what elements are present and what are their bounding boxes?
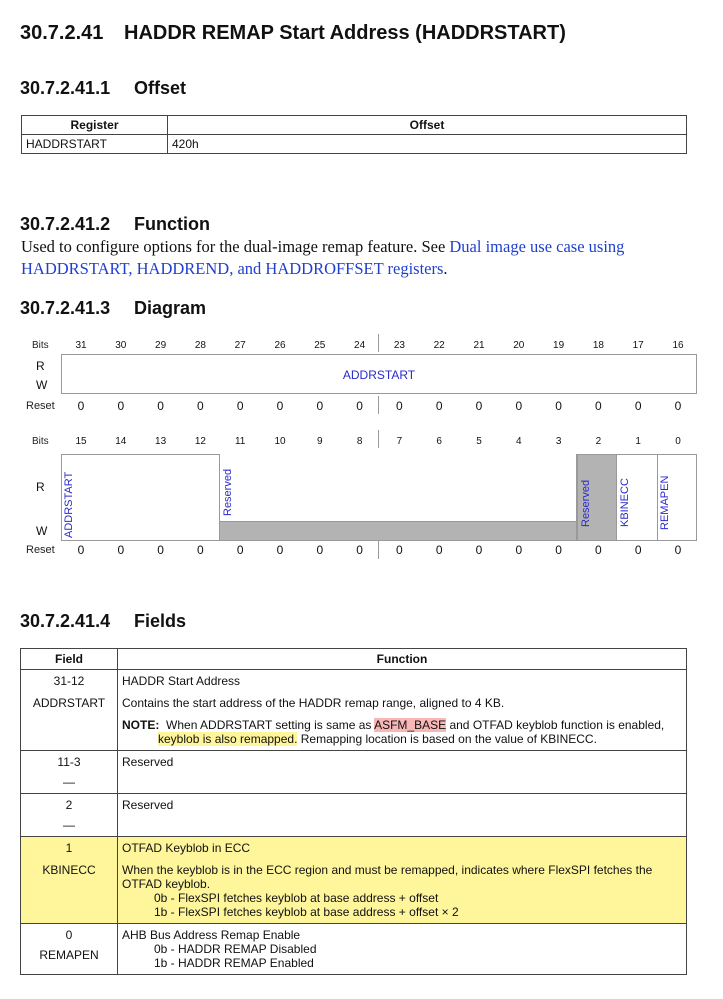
bit-number: 11	[234, 436, 246, 447]
field-option: 1b - FlexSPI fetches keyblob at base address + offset × 2	[154, 905, 459, 919]
reserved-write-area	[219, 521, 577, 541]
function-cell	[118, 670, 687, 751]
upper-field-addrstart: ADDRSTART	[342, 368, 416, 382]
field-option: 0b - FlexSPI fetches keyblob at base address + offset	[154, 891, 439, 905]
header-function: Function	[118, 649, 687, 670]
bit-number: 0	[675, 436, 681, 447]
bit-number: 15	[75, 436, 87, 447]
bit-number: 13	[155, 436, 167, 447]
bit-number: 1	[635, 436, 641, 447]
table-row	[21, 670, 687, 751]
reset-value: 0	[396, 543, 403, 557]
reset-label-lower: Reset	[26, 544, 55, 556]
page-title: 30.7.2.41 HADDR REMAP Start Address (HADDRSTART)	[20, 22, 566, 44]
field-bits: 0	[65, 928, 73, 942]
table-row	[21, 924, 687, 975]
field-name: KBINECC	[42, 863, 96, 877]
bit-number: 8	[356, 436, 363, 447]
fields-table-header	[21, 649, 687, 670]
reset-value: 0	[276, 543, 284, 557]
header-offset: Offset	[168, 116, 687, 135]
field-option: 1b - HADDR REMAP Enabled	[154, 956, 314, 970]
bit-number: 19	[553, 340, 565, 351]
table-row	[21, 794, 687, 837]
reset-value: 0	[555, 543, 562, 557]
offset-heading: 30.7.2.41.1 Offset	[20, 78, 187, 98]
function-cell	[118, 794, 687, 837]
note-text: and OTFAD keyblob function is enabled,	[446, 718, 665, 732]
dual-image-link[interactable]: Dual image use case using HADDRSTART, HADDREND, and HADDROFFSET registers	[21, 237, 625, 278]
field-bits: 1	[65, 841, 73, 855]
note-highlight-pink: ASFM_BASE	[374, 718, 447, 732]
divider	[378, 541, 379, 559]
reset-value: 0	[197, 399, 204, 413]
note	[122, 718, 682, 746]
bit-number: 7	[396, 436, 403, 447]
reset-value: 0	[396, 399, 403, 413]
lower-field-kbinecc: KBINECC	[619, 478, 631, 527]
bit-number: 24	[354, 340, 366, 351]
offset-table-header	[22, 116, 687, 135]
field-cell	[21, 751, 118, 794]
note-text: When ADDRSTART setting is same as	[166, 718, 375, 732]
reset-value: 0	[356, 543, 363, 557]
reset-value: 0	[595, 399, 602, 413]
bit-number: 2	[595, 436, 602, 447]
function-cell	[118, 924, 687, 975]
reset-value: 0	[77, 543, 85, 557]
bit-number: 17	[632, 340, 644, 351]
reserved-read-area	[219, 454, 577, 522]
diagram-heading: 30.7.2.41.3 Diagram	[20, 298, 207, 318]
bit-number: 22	[433, 340, 445, 351]
bit-number: 5	[476, 436, 482, 447]
register-offset: 420h	[168, 135, 687, 154]
reset-value: 0	[515, 543, 523, 557]
reset-value: 0	[634, 399, 642, 413]
header-field: Field	[21, 649, 118, 670]
reset-value: 0	[316, 399, 324, 413]
field-bits: 11-3	[57, 755, 81, 769]
read-label: R	[36, 359, 45, 373]
bit-number: 16	[672, 340, 684, 351]
reset-value: 0	[475, 543, 483, 557]
field-title: HADDR Start Address	[122, 674, 241, 688]
field-cell	[21, 837, 118, 924]
reset-value: 0	[197, 543, 204, 557]
bit-number: 18	[592, 340, 604, 351]
lower-field-reserved-a: Reserved	[222, 468, 234, 516]
bit-number: 10	[274, 436, 286, 447]
read-label-lower: R	[36, 480, 45, 494]
field-name: ADDRSTART	[32, 696, 106, 710]
offset-table	[21, 115, 687, 154]
note-highlight-yellow: keyblob is also remapped.	[158, 732, 298, 746]
field-option: 0b - HADDR REMAP Disabled	[154, 942, 317, 956]
reset-value: 0	[157, 399, 164, 413]
field-name: —	[63, 818, 75, 832]
table-row	[21, 837, 687, 924]
register-diagram	[0, 330, 723, 570]
reset-value: 0	[276, 399, 284, 413]
bit-number: 6	[436, 436, 442, 447]
reset-value: 0	[515, 399, 523, 413]
bits-label-lower: Bits	[32, 436, 49, 447]
bit-number: 9	[317, 436, 323, 447]
reset-value: 0	[435, 399, 443, 413]
divider	[378, 396, 379, 414]
reset-value: 0	[475, 399, 483, 413]
header-register: Register	[22, 116, 168, 135]
reset-value: 0	[157, 543, 164, 557]
lower-field-reserved-b: Reserved	[580, 479, 592, 527]
divider	[378, 430, 379, 448]
bit-number: 26	[274, 340, 286, 351]
bit-number: 27	[234, 340, 246, 351]
field-title: Reserved	[122, 798, 174, 812]
field-description: Contains the start address of the HADDR remap range, aligned to 4 KB.	[122, 696, 505, 710]
function-description	[21, 236, 691, 280]
reset-value: 0	[117, 399, 125, 413]
function-text-end: .	[443, 259, 448, 278]
bit-number: 20	[513, 340, 525, 351]
reset-value: 0	[236, 543, 244, 557]
bit-number: 12	[194, 436, 206, 447]
function-cell	[118, 751, 687, 794]
bit-number: 3	[555, 436, 562, 447]
lower-field-remapen: REMAPEN	[659, 475, 671, 530]
reset-value: 0	[674, 543, 682, 557]
register-name: HADDRSTART	[22, 135, 168, 154]
bit-number: 23	[393, 340, 405, 351]
reset-value: 0	[77, 399, 85, 413]
reset-value: 0	[674, 399, 682, 413]
divider	[378, 334, 379, 352]
field-cell	[21, 924, 118, 975]
field-cell	[21, 794, 118, 837]
bit-number: 25	[314, 340, 326, 351]
field-bits: 2	[65, 798, 73, 812]
field-cell	[21, 670, 118, 751]
note-text: Remapping location is based on the value of KBINECC.	[297, 732, 597, 746]
reset-value: 0	[555, 399, 562, 413]
reset-value: 0	[356, 399, 363, 413]
table-row	[21, 751, 687, 794]
field-title: Reserved	[122, 755, 174, 769]
reset-value: 0	[634, 543, 642, 557]
write-label-lower: W	[36, 524, 48, 538]
field-description: When the keyblob is in the ECC region and must be remapped, indicates where FlexSPI fetches the OTFAD keyblob.	[122, 863, 653, 891]
reset-value: 0	[435, 543, 443, 557]
reset-label: Reset	[26, 400, 55, 412]
field-bits: 31-12	[53, 674, 85, 688]
fields-table	[20, 648, 687, 975]
fields-heading: 30.7.2.41.4 Fields	[20, 611, 187, 631]
bit-number: 21	[473, 340, 485, 351]
function-cell	[118, 837, 687, 924]
bit-number: 4	[516, 436, 522, 447]
bit-number: 28	[194, 340, 206, 351]
bit-number: 29	[155, 340, 167, 351]
function-text: Used to configure options for the dual-image remap feature. See	[21, 237, 450, 256]
upper-field-box	[61, 354, 697, 394]
reset-value: 0	[117, 543, 125, 557]
divider	[657, 454, 658, 541]
field-title: OTFAD Keyblob in ECC	[122, 841, 251, 855]
reset-value: 0	[595, 543, 602, 557]
bit-number: 30	[115, 340, 127, 351]
bits-label: Bits	[32, 340, 49, 351]
lower-field-addrstart: ADDRSTART	[63, 471, 75, 538]
table-row	[22, 135, 687, 154]
reset-value: 0	[236, 399, 244, 413]
field-name: REMAPEN	[39, 948, 99, 962]
function-heading: 30.7.2.41.2 Function	[20, 214, 210, 234]
bit-number: 31	[75, 340, 87, 351]
note-label: NOTE:	[122, 718, 160, 732]
write-label: W	[36, 378, 48, 392]
field-name: —	[63, 775, 75, 789]
field-title: AHB Bus Address Remap Enable	[122, 928, 301, 942]
bit-number: 14	[115, 436, 127, 447]
reset-value: 0	[316, 543, 324, 557]
